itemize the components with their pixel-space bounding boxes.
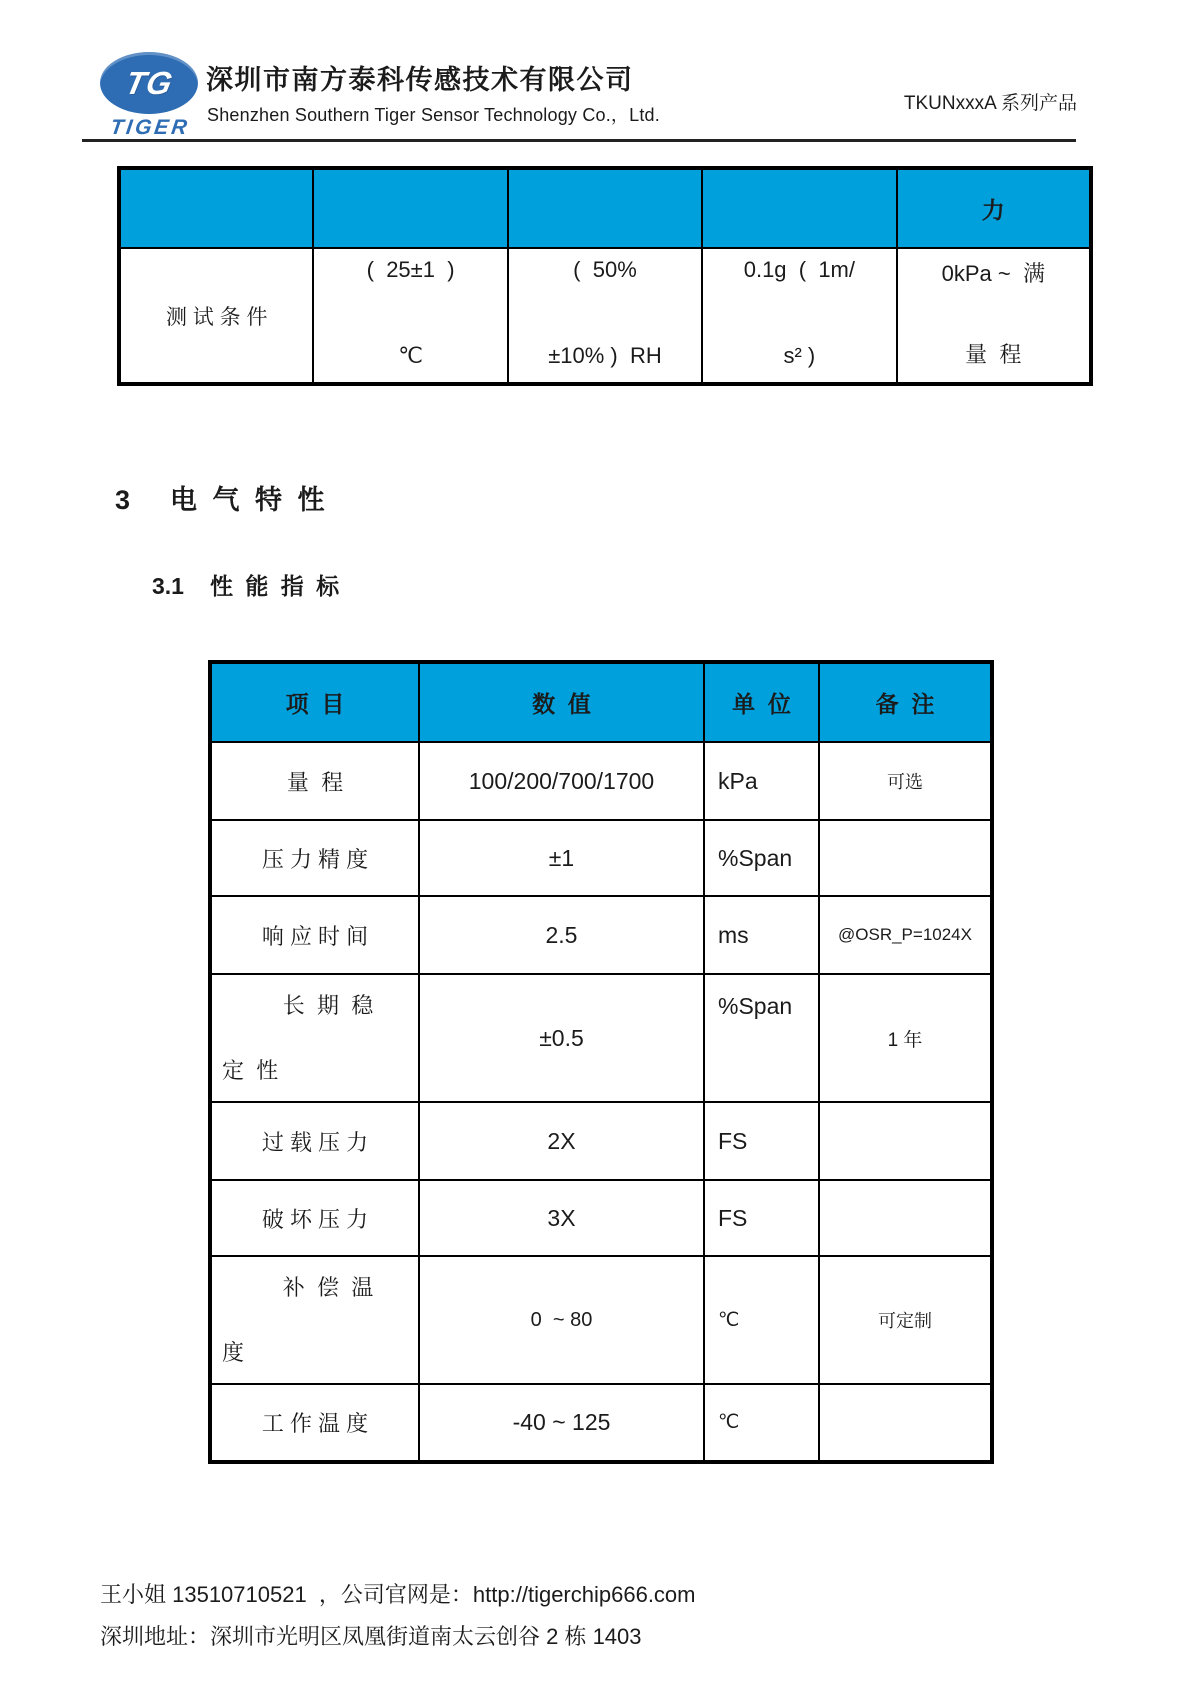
test-header-cell-pressure: 力 [897, 168, 1091, 248]
pressure-range-line2: 量 程 [965, 341, 1022, 367]
company-name-english: Shenzhen Southern Tiger Sensor Technology Co.，Ltd. [207, 105, 660, 125]
row-note [819, 820, 992, 896]
perf-header-unit: 单 位 [704, 662, 819, 742]
row-value: 2.5 [419, 896, 704, 974]
acceleration-line1: 0.1g ( 1m/ [743, 256, 855, 282]
test-header-cell-3 [508, 168, 702, 248]
perf-table-header-row [210, 662, 992, 742]
row-unit: ℃ [704, 1384, 819, 1462]
row-value: ±0.5 [419, 974, 704, 1102]
temperature-line1: ( 25±1 ) [366, 256, 455, 282]
section-title: 电 气 特 性 [170, 485, 329, 515]
row-note: 可选 [819, 742, 992, 820]
table-row-long-term-stability [210, 974, 992, 1102]
row-item-line2: 定 性 [222, 1058, 279, 1083]
row-unit: %Span [704, 820, 819, 896]
row-unit: ms [704, 896, 819, 974]
row-unit: ℃ [704, 1256, 819, 1384]
product-series-label: TKUNxxxA 系列产品 [903, 93, 1077, 114]
footer-address-line: 深圳地址：深圳市光明区凤凰街道南太云创谷 2 栋 1403 [100, 1624, 642, 1649]
row-value: 3X [419, 1180, 704, 1256]
row-item-line1: 长 期 稳 [282, 993, 374, 1018]
row-value: 0 ~ 80 [419, 1256, 704, 1384]
logo-tiger-wordmark: TIGER [108, 116, 192, 139]
test-cell-humidity [508, 248, 702, 384]
row-item: 过 载 压 力 [210, 1102, 419, 1180]
table-row-burst-pressure [210, 1180, 992, 1256]
test-header-cell-2 [313, 168, 507, 248]
test-cell-acceleration [702, 248, 896, 384]
table-row-operating-temperature [210, 1384, 992, 1462]
subsection-title: 性 能 指 标 [209, 573, 343, 599]
logo-tg-monogram: TG [122, 64, 177, 101]
row-note [819, 1180, 992, 1256]
table-row-overload-pressure [210, 1102, 992, 1180]
performance-table [208, 660, 994, 1464]
header-divider [82, 139, 1076, 142]
row-item: 工 作 温 度 [210, 1384, 419, 1462]
row-note: 1 年 [819, 974, 992, 1102]
subsection-heading-performance [152, 568, 342, 601]
row-value: 2X [419, 1102, 704, 1180]
row-item [210, 1256, 419, 1384]
row-unit: %Span [704, 974, 819, 1102]
test-conditions-row [119, 248, 1091, 384]
row-item: 响 应 时 间 [210, 896, 419, 974]
acceleration-line2: s² ) [783, 342, 816, 368]
humidity-line2: ±10% ) RH [548, 342, 662, 368]
row-value: ±1 [419, 820, 704, 896]
row-unit: FS [704, 1102, 819, 1180]
row-item: 破 坏 压 力 [210, 1180, 419, 1256]
test-cell-pressure-range [897, 248, 1091, 384]
company-name-chinese: 深圳市南方泰科传感技术有限公司 [206, 65, 634, 95]
row-unit: kPa [704, 742, 819, 820]
row-note: @OSR_P=1024X [819, 896, 992, 974]
section-heading-electrical [115, 478, 329, 517]
footer-contact-line: 王小姐 13510710521 ，公司官网是：http://tigerchip666.com [100, 1582, 696, 1607]
row-item-line2: 度 [222, 1340, 245, 1365]
perf-header-value: 数 值 [419, 662, 704, 742]
section-number: 3 [115, 485, 131, 515]
row-note [819, 1384, 992, 1462]
temperature-line2: ℃ [398, 342, 423, 368]
row-note: 可定制 [819, 1256, 992, 1384]
row-item: 量 程 [210, 742, 419, 820]
row-item-line1: 补 偿 温 [282, 1275, 374, 1300]
row-item [210, 974, 419, 1102]
humidity-line1: ( 50% [573, 256, 637, 282]
subsection-number: 3.1 [152, 573, 184, 599]
table-row-range [210, 742, 992, 820]
test-header-cell-4 [702, 168, 896, 248]
test-conditions-table [117, 166, 1093, 386]
test-row-label-cell [119, 248, 313, 384]
company-logo [100, 52, 200, 140]
test-header-cell-1 [119, 168, 313, 248]
row-value: 100/200/700/1700 [419, 742, 704, 820]
row-value: -40 ~ 125 [419, 1384, 704, 1462]
tiger-logo-icon [100, 52, 198, 114]
row-item: 压 力 精 度 [210, 820, 419, 896]
table-row-response-time [210, 896, 992, 974]
test-row-label: 测 试 条 件 [165, 305, 268, 329]
row-note [819, 1102, 992, 1180]
pressure-range-line1: 0kPa ~ 满 [941, 260, 1045, 286]
perf-header-item: 项 目 [210, 662, 419, 742]
perf-header-note: 备 注 [819, 662, 992, 742]
test-table-header-row [119, 168, 1091, 248]
test-cell-temperature [313, 248, 507, 384]
row-unit: FS [704, 1180, 819, 1256]
table-row-accuracy [210, 820, 992, 896]
table-row-compensated-temperature [210, 1256, 992, 1384]
